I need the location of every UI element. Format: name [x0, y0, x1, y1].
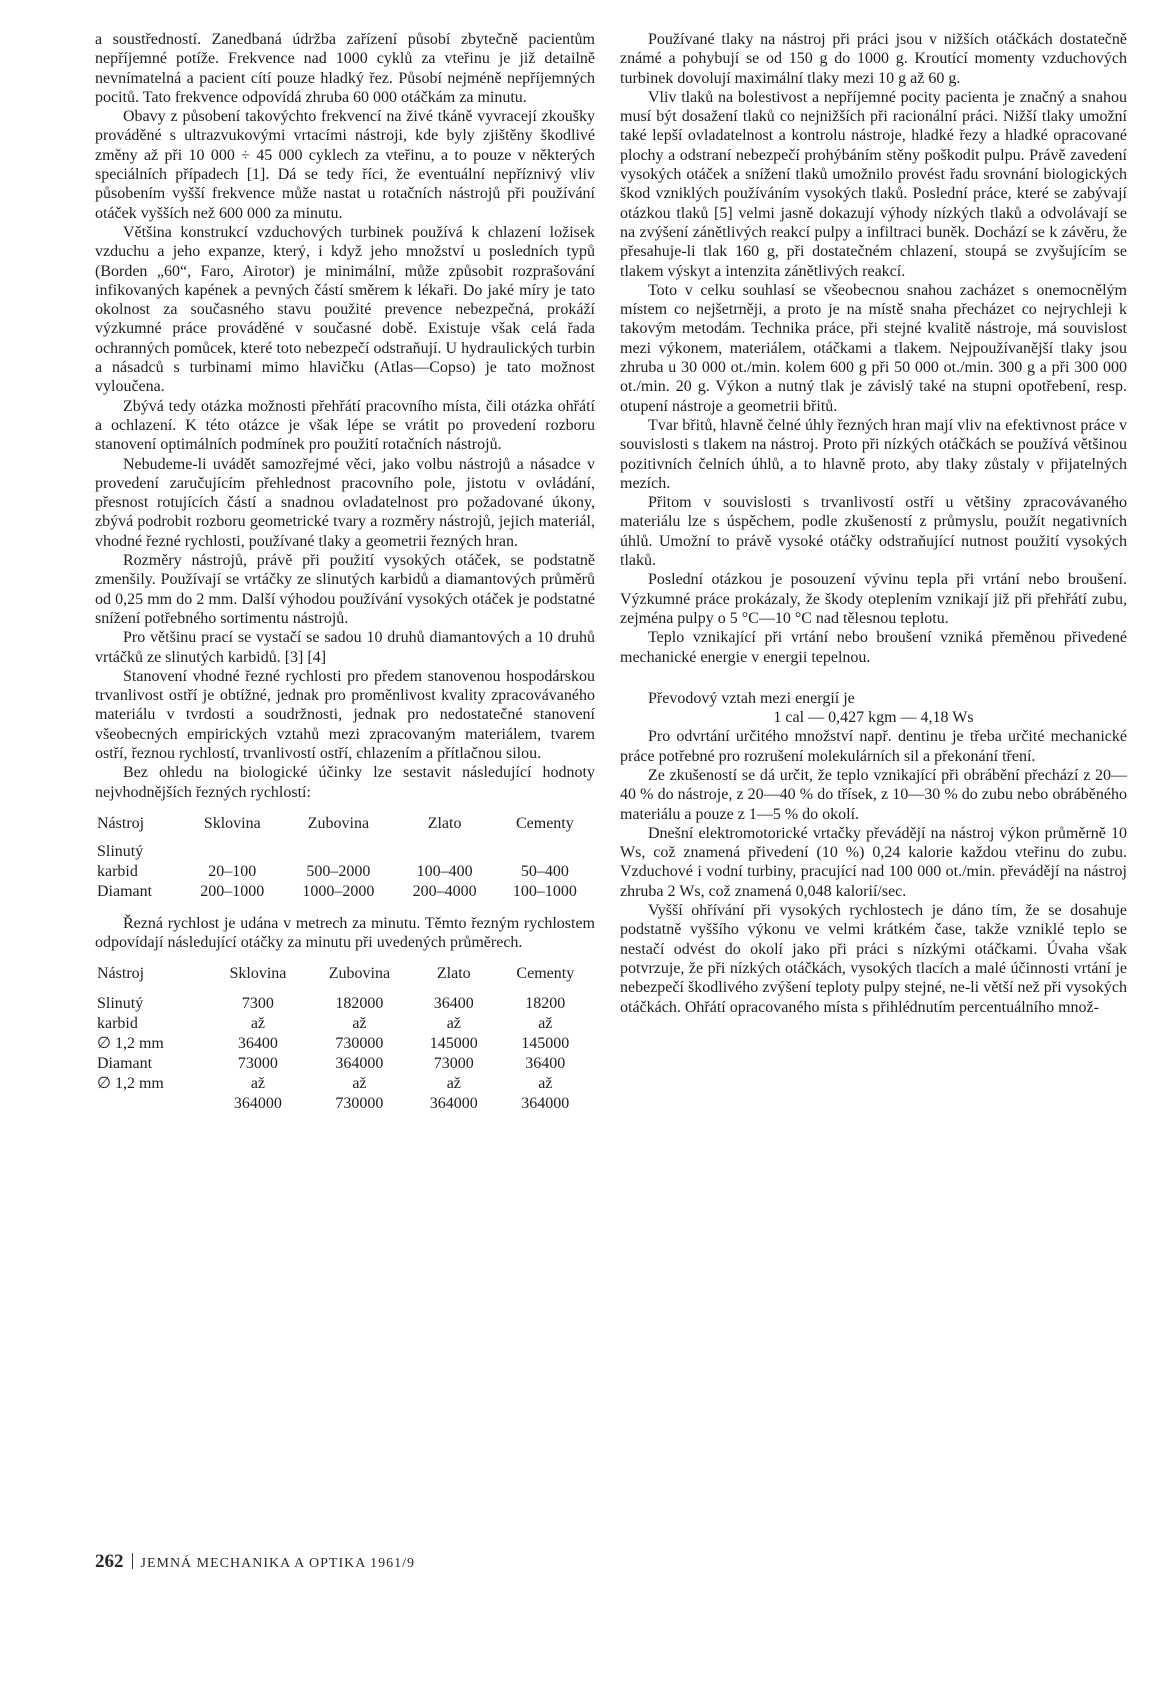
page-number: 262 [95, 1551, 124, 1572]
paragraph: Nebudeme-li uvádět samozřejmé věci, jako volbu nástrojů a násadce v provedení zaručujícím přehlednost pracovního pole, jistotu v ovládání, přesnost rotujících částí a snadnou ovladatelnost pro požadované úkony, zbývá podrobit rozboru geometrické tvary a rozměry nástrojů, jejich materiál, vhodné řezné rychlosti, používané tlaky a geometrii řezných hran. [95, 455, 595, 550]
paragraph: Poslední otázkou je posouzení vývinu tepla při vrtání nebo broušení. Výzkumné práce prokázaly, že škody oteplením vznikají již při přehřátí zubu, zejména pulpy o 5 °C—10 °C nad tělesnou teplotu. [620, 571, 1127, 627]
table-cell: 73000 [237, 1055, 278, 1073]
paragraph: Používané tlaky na nástroj při práci jsou v nižších otáčkách dostatečně známé a pohybují se od 150 g do 1000 g. Kroutící momenty vzduchových turbinek dovolují maximální tlaky mezi 10 g až 60 g. [620, 31, 1127, 87]
paragraph: Ze zkušeností se dá určit, že teplo vznikající při obrábění přechází z 20—40 % do nástroje, z 20—40 % do třísek, z 10—30 % do zubu nebo obráběného materiálu a pouze z 1—5 % do okolí. [620, 766, 1127, 823]
table-cell: 500–2000 [306, 862, 371, 880]
table-cell: 200–4000 [412, 882, 477, 900]
table-cell: až [538, 1075, 553, 1093]
page-footer [95, 1551, 415, 1573]
table-cell [495, 842, 595, 862]
table-cell: Slinutý [97, 842, 144, 860]
footer-divider [132, 1553, 133, 1569]
formula-intro: Převodový vztah mezi energií je [648, 689, 855, 707]
table-cell: 7300 [241, 995, 274, 1013]
paragraph: Přitom v souvislosti s trvanlivostí ostří u většiny zpracovávaného materiálu lze s úspěchem, podle zkušeností z průmyslu, použít negativních úhlů. Umožní to právě vysoké otáčky odstraňující nutnost použití vysokých tlaků. [620, 494, 1127, 570]
paragraph: Vyšší ohřívání při vysokých rychlostech je dáno tím, že se dosahuje podstatně vyššího výkonu ve velmi krátkém čase, takže vzniklé teplo se nestačí odvést do okolí jako při práci s nízkými otáčkami. Úvaha však potvrzuje, že při nízkých otáčkách, vysokých tlacích a malé účinnosti vrtání je nebezpečí škodlivého zvýšení teploty pulpy stejné, ne-li větší než při vysokých otáčkách. Ohřátí opracovaného místa s přihlédnutím percentuálního množ- [620, 902, 1127, 1016]
table-row [95, 1074, 595, 1094]
cutting-speed-table [95, 814, 595, 902]
table-cell: ∅ 1,2 mm [97, 1075, 164, 1093]
paragraph: Vliv tlaků na bolestivost a nepříjemné pocity pacienta je značný a snahou musí být dosažení tlaků co nejnižších při racionální práci. Nižší tlaky umožní také lepší ovladatelnost a kontrolu nástroje, hladké řezy a hladké opracované plochy a odstraní nebezpečí prohýbáním stěny poškodit pulpu. Právě zavedení vysokých otáček a snížení tlaků umožnilo provést řadu srovnání biologických škod vzniklých používáním vysokých tlaků. Poslední práce, které se zabývají otázkou tlaků [5] velmi jasně dokazují výhody nízkých tlaků a odvolávají se na zvýšení zánětlivých reakcí pulpy a infiltraci buněk. Dochází se k závěru, že přesahuje-li tlak 160 g, při dostatečném chlazení, stoupá se zvyšujícím se tlakem výskyt a intenzita zánětlivých reakcí. [620, 88, 1127, 280]
paragraph: Dnešní elektromotorické vrtačky převádějí na nástroj výkon průměrně 10 Ws, což znamená přivedení (10 %) 0,24 kalorie každou vteřinu do zubu. Vzduchové i vodní turbiny, pracující nad 100 000 ot./min. převádějí na nástroj zhruba 2 Ws, což znamená 0,048 kalorií/sec. [620, 824, 1127, 900]
table-row [95, 994, 595, 1014]
rpm-table [95, 964, 595, 1114]
table-cell: až [446, 1015, 461, 1033]
table-cell: 200–1000 [200, 882, 265, 900]
table-row [95, 1014, 595, 1034]
table-row [95, 1094, 595, 1114]
table-cell: 364000 [429, 1095, 478, 1113]
table-cell: až [250, 1075, 266, 1093]
table-cell: 100–400 [416, 862, 473, 880]
table-header-row [95, 814, 595, 842]
table-cell: až [352, 1075, 367, 1093]
table-cell: až [446, 1075, 461, 1093]
table-header-cell: Cementy [516, 965, 575, 983]
table-cell [394, 842, 494, 862]
table-header-row [95, 964, 595, 994]
paragraph: Rozměry nástrojů, právě při použití vysokých otáček, se podstatně zmenšily. Používají se vrtáčky ze slinutých karbidů a diamantových průměrů od 0,25 mm do 2 mm. Další výhodou používání vysokých otáček je podstatné snížení potřebného sortimentu nástrojů. [95, 552, 595, 627]
table-header-cell: Zubovina [328, 965, 391, 983]
table-cell: Slinutý [97, 995, 144, 1013]
table-cell: 364000 [335, 1055, 384, 1073]
table-row [95, 1054, 595, 1074]
table-header-cell: Zlato [427, 814, 462, 832]
table-cell: karbid [97, 862, 138, 880]
paragraph: Obavy z působení takovýchto frekvencí na živé tkáně vyvracejí zkoušky prováděné s ultrazvukovými vrtacími nástroji, kde byly zjištěny škodlivé změny až při 10 000 ÷ 45 000 cyklech za vteřinu, a to pouze v některých speciálních případech [1]. Dá se tedy říci, že eventuální nepříznivý vliv působením vyšší frekvence může nastat u rotačních nástrojů při používání otáček vyšších než 600 000 za minutu. [95, 108, 595, 222]
paragraph: Bez ohledu na biologické účinky lze sestavit následující hodnoty nejvhodnějších řezných rychlostí: [95, 764, 595, 801]
table-row [95, 842, 595, 862]
table-cell: až [250, 1015, 266, 1033]
table-cell: 36400 [237, 1035, 278, 1053]
journal-title: JEMNÁ MECHANIKA A OPTIKA 1961/9 [140, 1556, 415, 1571]
table-row [95, 1034, 595, 1054]
table-cell: 730000 [335, 1035, 384, 1053]
table-cell: 145000 [521, 1035, 570, 1053]
table-row [95, 862, 595, 882]
table-cell: 20–100 [208, 862, 257, 880]
table-header-cell: Cementy [515, 814, 574, 832]
paragraph: Stanovení vhodné řezné rychlosti pro předem stanovenou hospodárskou trvanlivost ostří je obtížné, jednak pro proměnlivost kvality zpracovávaného materiálu v tvrdosti a soudržnosti, jednak pro nedostatečné stanovení všeobecných empirických vztahů mezi zpracovaným materiálem, tvarem ostří, řeznou rychlostí, trvanlivostí ostří, chlazením a přítlačnou silou. [95, 667, 595, 762]
paragraph: Zbývá tedy otázka možnosti přehřátí pracovního místa, čili otázka ohřátí a ochlazení. K této otázce je však lépe se vrátit po provedení rozboru stanovení optimálních podmínek pro použití rotačních nástrojů. [95, 397, 595, 454]
table-cell: 364000 [233, 1095, 282, 1113]
right-column [620, 30, 1127, 1017]
table-header-cell: Sklovina [229, 965, 287, 983]
paragraph: Pro většinu prací se vystačí se sadou 10 druhů diamantových a 10 druhů vrtáčků ze slinutých karbidů. [3] [4] [95, 629, 595, 666]
paragraph: Pro odvrtání určitého množství např. dentinu je třeba určité mechanické práce potřebné pro rozrušení molekulárních sil a překonání tření. [620, 728, 1127, 765]
table-cell: až [538, 1015, 553, 1033]
table-row [95, 882, 595, 902]
table-cell: 145000 [429, 1035, 478, 1053]
table-cell: 18200 [525, 995, 566, 1013]
table-cell: Diamant [97, 882, 153, 900]
paragraph: Teplo vznikající při vrtání nebo broušení vzniká přeměnou přivedené mechanické energie v energii tepelnou. [620, 629, 1127, 666]
table-cell [182, 842, 282, 862]
paragraph: Řezná rychlost je udána v metrech za minutu. Těmto řezným rychlostem odpovídají následující otáčky za minutu při uvedených průměrech. [95, 914, 595, 952]
paragraph: Tvar břitů, hlavně čelné úhly řezných hran mají vliv na efektivnost práce v souvislosti s tlakem na nástroj. Proto při nízkých otáčkách se používá většinou pozitivních čelních úhlů, a to hlavně proto, aby tlaky zůstaly v přijatelných mezích. [620, 416, 1127, 492]
table-cell: ∅ 1,2 mm [97, 1035, 164, 1053]
table-header-cell: Zlato [436, 965, 471, 983]
table-header-cell: Zubovina [307, 814, 370, 832]
table-cell [95, 1094, 209, 1114]
table-cell: 73000 [433, 1055, 474, 1073]
paragraph: Toto v celku souhlasí se všeobecnou snahou zacházet s onemocnělým místem co nejšetrněji, a proto je na místě snaha přecházet co nejrychleji k takovým metodám. Technika práce, při stejné kvalitě nástroje, má souvislost mezi výkonem, materiálem, otáčkami a tlakem. Nejpoužívanější tlaky jsou zhruba u 30 000 ot./min. kolem 600 g při 50 000 ot./min. 300 g a při 300 000 ot./min. 20 g. Výkon a nutný tlak je závislý také na stupni opotřebení, resp. otupení nástroje a geometrii břitů. [620, 281, 1127, 415]
table-cell: Diamant [97, 1055, 153, 1073]
table-cell: 100–1000 [512, 882, 577, 900]
table-header-cell: Sklovina [203, 814, 261, 832]
table-cell: 730000 [335, 1095, 384, 1113]
table-cell: 50–400 [520, 862, 569, 880]
table-cell [282, 842, 394, 862]
energy-formula: 1 cal — 0,427 kgm — 4,18 Ws [773, 709, 974, 727]
paragraph: a soustředností. Zanedbaná údržba zařízení působí zbytečně pacientům nepříjemné potíže. Frekvence nad 1000 cyklů za vteřinu je již detailně nevnímatelná a pacient cítí pouze hladký řez. Působí nejméně nepříjemných pocitů. Tato frekvence odpovídá zhruba 60 000 otáčkám za minutu. [95, 31, 595, 106]
table-cell: karbid [97, 1015, 138, 1033]
table-header-cell: Nástroj [97, 814, 145, 832]
table-header-cell: Nástroj [97, 965, 145, 983]
table-cell: až [352, 1015, 367, 1033]
table-cell: 36400 [525, 1055, 566, 1073]
table-cell: 36400 [433, 995, 474, 1013]
left-column [95, 30, 595, 1114]
table-cell: 1000–2000 [302, 882, 375, 900]
table-cell: 182000 [335, 995, 384, 1013]
paragraph: Většina konstrukcí vzduchových turbinek používá k chlazení ložisek vzduchu a jeho expanze, který, i když jeho množství u posledních typů (Borden „60“, Faro, Airotor) je minimální, může způsobit rozprašování infikovaných kapének a pevných částí směrem k lékaři. Do jaké míry je tato okolnost za současného stavu použité prevence nebezpečná, prokáží výzkumné práce prováděné v současné době. Existuje však celá řada ochranných pomůcek, které toto nebezpečí odstraňují. U hydraulických turbin a násadců s turbinami mimo hlavičku (Atlas—Copso) je tato možnost vyloučena. [95, 223, 595, 396]
table-cell: 364000 [521, 1095, 570, 1113]
